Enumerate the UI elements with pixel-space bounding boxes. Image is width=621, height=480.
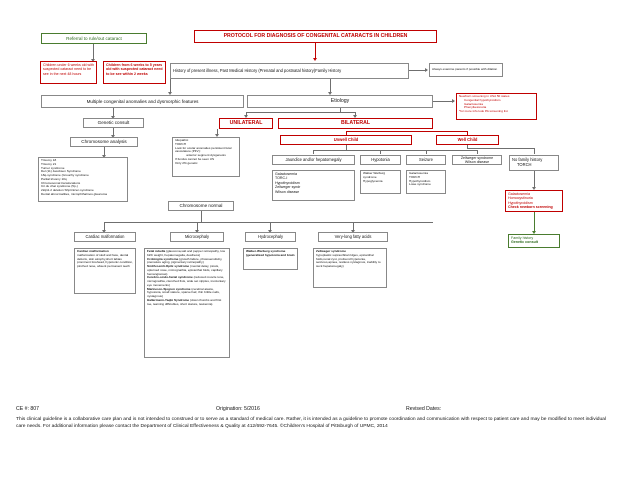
list-item: Hypothyroidism [508, 200, 533, 205]
hydrocephaly-detail-box [243, 248, 298, 270]
connector-bilateral-split-h [346, 131, 468, 132]
hypotonia-box: Hypotonia [360, 155, 401, 165]
very-long-fatty-acids-box: Very-long fatty acids [318, 232, 388, 242]
no-family-history-box: No family history • TORCH [509, 155, 559, 171]
list-item: Check newborn screening [508, 205, 553, 210]
list-item: • TORCH [517, 162, 556, 167]
list-item: 18q-syndrome (Grouchy syndrome [41, 173, 89, 178]
connector-well-down [467, 131, 468, 135]
list-item: Del (11) Jacobsen Syndrome [41, 169, 81, 174]
cardiac-detail-box [74, 248, 136, 294]
microcephaly-detail-box [144, 248, 230, 358]
list-item: Look for ocular anomalies persistent fetal vasculature (PFV): [175, 145, 232, 154]
connector-chromnormal-down [201, 211, 202, 222]
arrowhead [215, 134, 219, 137]
connector-zellweger-v [477, 150, 478, 154]
cardiac-detail-title: Cardiac malformation [77, 249, 109, 253]
referral-box: Referral to rule/out cataract [41, 33, 147, 44]
connector-title-down [315, 43, 316, 59]
list-item: TORC-I [275, 176, 288, 181]
vlfa-detail-box [313, 248, 387, 288]
list-item: Hypothyroidism [409, 178, 431, 183]
seizure-detail-box [406, 170, 446, 194]
list-item: Dental abnormalities, microphthalmos glaucoma [41, 191, 108, 196]
list-item: Wilson disease [275, 189, 300, 194]
unilateral-box: UNILATERAL [219, 118, 273, 129]
connector-history-down [170, 79, 171, 93]
hydrocephaly-box: Hydrocephaly [245, 232, 296, 242]
children-6weeks-5years: Children from 6 weeks to 5 years old with suspected cataract need to be see within 2 weeks [103, 61, 166, 84]
connector-referral-down [93, 44, 94, 60]
seizure-box: Seizure [406, 155, 446, 165]
arrowhead [452, 99, 455, 103]
list-item: Family history [511, 236, 534, 240]
no-family-history-list [512, 162, 556, 167]
jaundice-detail-box [272, 170, 355, 201]
list-item: • Congenital hypothyroidism [464, 99, 534, 103]
connector-unwell-row-v [346, 145, 347, 151]
cardiac-detail-text: malformation of skull and face, dental defects, skin atrophy,short labias prominent forehead, hypotonic condition, pinched nose, absent permanent teeth [77, 252, 133, 269]
trisomy-list-box [38, 157, 128, 202]
list-item: Cri du chat syndrome (5p-) [41, 184, 78, 189]
revised-dates: Revised Dates: [406, 406, 442, 412]
microcephaly-entry: Fetal rubella (glaucoma,salt and pepper retinopathy, low birth weight, hepatomegalia, deafness) [147, 249, 226, 257]
jaundice-hepatomegaly-box: Jaundice and/or hepatomegaly [272, 155, 355, 165]
bilateral-box: BILATERAL [278, 118, 433, 129]
newborn-screening-note: *for more info look PA screening list [459, 109, 508, 114]
list-item: Hypothyroidism [275, 180, 300, 185]
footer [16, 406, 606, 430]
well-child-box: Well Child [436, 135, 499, 145]
zellweger-title: Zellweger syndrome [316, 249, 346, 253]
arrowhead [425, 68, 428, 72]
connector-etiology-right [433, 101, 454, 102]
children-under-6-weeks: Children under 6 weeks old with suspected cataract need to be see in the next 48 hours [40, 61, 97, 84]
footer-meta-row [16, 406, 606, 412]
jaundice-list [275, 172, 352, 194]
list-item: If fundus cannot be seen US [175, 156, 215, 161]
list-item: Turner syndrome [41, 165, 65, 170]
list-item: anterior segment dysgenesis [186, 153, 226, 158]
walker-warburg-title: Walker-Warburg syndrome (generalized hypotonia and brain [246, 249, 295, 257]
cardiac-malformation-box: Cardiac malformation [74, 232, 136, 242]
arrowhead [313, 58, 317, 61]
microcephaly-entry: Hallermann-Yaqbi Syndrome (down thumbs and first toe, learning difficulties, short stature, leukemia) [147, 297, 222, 306]
list-item: Chromosomal translocations [41, 180, 81, 185]
connector-galactosemia-down [534, 212, 535, 232]
zellweger-text: hypoplastic supraorbital ridges, epicanthal folds,renal cyst, profound hypotonia, seizures,apnea, restless nystagmus, inability to suck hepatomegaly) [316, 252, 381, 269]
connector-jaundice-v [313, 150, 314, 154]
always-examine-parents: Always examine parents if possible with dilation [429, 63, 503, 77]
list-item: Genetic consult [511, 240, 538, 245]
microcephaly-entry: Cerebro-oculo-facial syndrome (reduced muscle tone, micrognathia, clenched fists, wide set nipples, involuntary eye movements) [147, 275, 226, 287]
list-item: Only 2% genetic [175, 160, 198, 165]
list-item: Lowe syndrome [409, 182, 431, 187]
chromosome-normal-box: Chromosome normal [168, 201, 234, 211]
connector-hypotonia-v [380, 150, 381, 154]
list-item: Galactosemia [508, 192, 530, 196]
seizure-list [409, 172, 443, 187]
ce-number: CE #: 807 [16, 406, 40, 412]
connector-well-to-nofh-v [467, 145, 468, 149]
idiopathic-list [175, 139, 237, 165]
list-item: TORCH [409, 174, 420, 179]
arrowhead [353, 115, 357, 118]
microcephaly-entry: Crobingria syndrome (growth failure, photosensitivity, premature aging, pigmentary retinopathy) [147, 256, 223, 265]
microcephaly-entry: Marinesco-Sjogren syndrome (cerebral ataxia, hypotonia, small stature, sparse hair, thin brittle nails, nystagmus) [147, 286, 220, 299]
galactosemia-list [508, 192, 560, 210]
protocol-title: PROTOCOL FOR DIAGNOSIS OF CONGENITAL CATARACTS IN CHILDREN [194, 30, 437, 43]
list-item: Partial trisomy 10q [41, 176, 67, 181]
history-box: History of present illness, Past Medical History (Prenatal and postnatal history)Family History [170, 63, 409, 79]
origination-date: Origination: 5/2016 [216, 406, 260, 412]
list-item: Trisomy 18 [41, 158, 57, 162]
list-item: • Galactosemia [464, 103, 534, 107]
list-item: Homocystinuria [508, 196, 533, 201]
genetic-consult-box: Genetic consult [83, 118, 144, 128]
list-item: • Phenylketonuria [464, 106, 534, 110]
connector-nofh-down [534, 171, 535, 188]
connector-etiology-split-v [340, 108, 341, 113]
multiple-anomalies-box: Multiple congenital anomalies and dysmorphic features [41, 95, 244, 108]
newborn-screening-box: Newborn screening in USA 50 states • Congenital hypothyroidism • Galactosemia • Phenylketonuria *for more info look PA screening list [456, 93, 537, 120]
list-item: Zellweger syndr [275, 185, 301, 190]
unwell-child-box: Unwell Child [280, 135, 412, 145]
connector-history-down-2 [330, 79, 331, 93]
chromosome-analysis-box: Chromosome analysis [70, 137, 138, 147]
family-history-genetic-box [508, 234, 560, 248]
list-item: Trisomy 21 [41, 161, 57, 166]
trisomy-list [41, 159, 125, 197]
connector-seizure-v [426, 150, 427, 154]
arrowhead [244, 115, 248, 118]
idiopathic-box [172, 137, 240, 177]
connector-nofh-v [534, 148, 535, 154]
etiology-box: Etiology [247, 95, 433, 108]
family-history-list [511, 236, 557, 245]
list-item: Idiopathic [175, 138, 189, 142]
list-item: Hypoglycemia [363, 178, 383, 183]
list-item: 22q11.2 deletion Shprintzen syndrome [41, 188, 94, 193]
list-item: Galactosemia [275, 172, 297, 176]
hypotonia-list [363, 172, 398, 183]
microcephaly-entry: Smith-Lemli-Opitz syndrome (mental delay, ptosis, upturned nose, micrognathia, epicanthal folds, capillary hemangiomas) [147, 264, 223, 276]
connector-unwell-row-h [313, 150, 477, 151]
hypotonia-detail-box [360, 170, 401, 194]
list-item: Galactosemia [409, 171, 428, 175]
list-item: TORCH [175, 141, 186, 146]
connector-chromnormal-h [104, 222, 433, 223]
microcephaly-box: Microcephaly [170, 232, 224, 242]
zellweger-wilson-box: Zellweger syndrome Wilson disease [452, 155, 502, 165]
list-item: Walker Warburg syndrome [363, 171, 386, 179]
connector-well-to-nofh-h [467, 148, 534, 149]
footer-disclaimer: This clinical guideline is a collaborative care plan and is not intended to construed or to serve as a standard of medical care. Rather, it is intended as a guideline to promote coordination and communication with respect to patient care and may be modified to meet individual care needs. For additional information please contact the Department of Clinical Effectiveness & Quality at 412/692-7645. ©Children's Hospital of Pittsburgh of UPMC, 2014 [16, 417, 606, 430]
connector-unwell-down [346, 131, 347, 135]
galactosemia-box [505, 190, 563, 212]
